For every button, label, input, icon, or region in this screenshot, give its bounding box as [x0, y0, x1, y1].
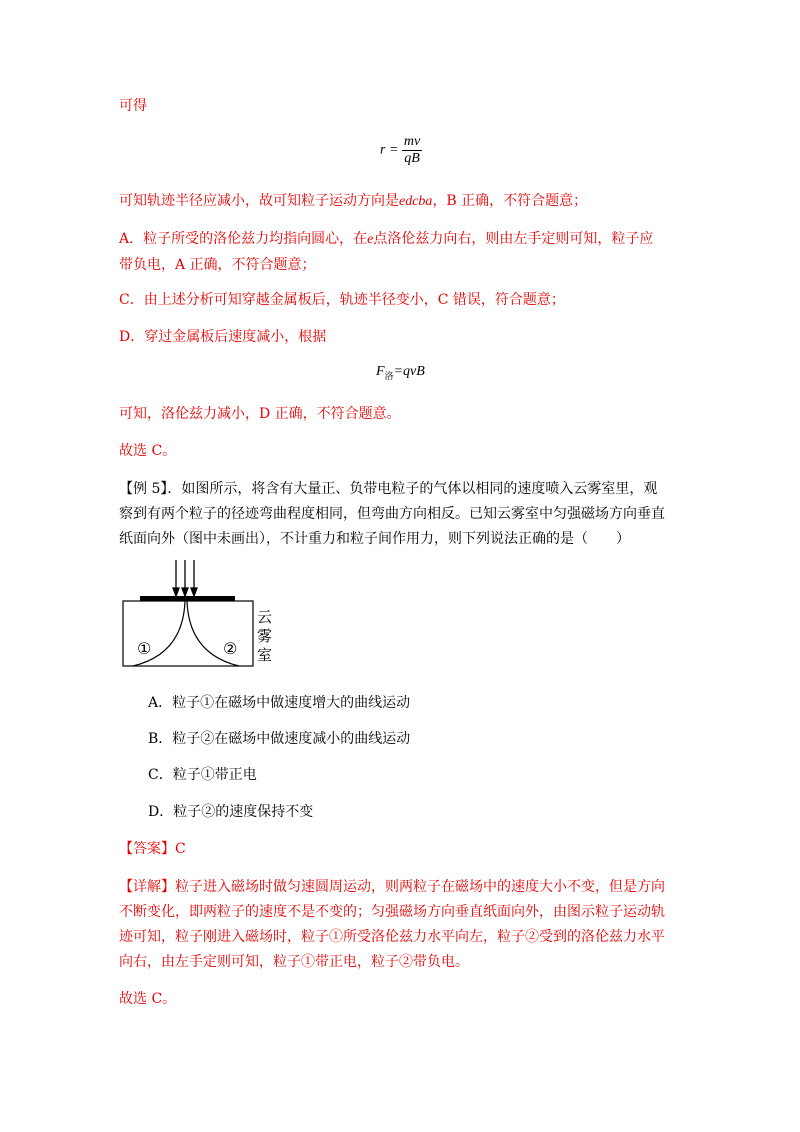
- text-line: 故选 C。: [119, 443, 177, 459]
- text-segment: 点洛伦兹力向右，则由左手定则可知，粒子应: [373, 231, 654, 247]
- detail-line: 向右，由左手定则可知，粒子①带正电，粒子②带负电。: [119, 954, 469, 970]
- formula-lhs: r =: [380, 142, 399, 158]
- point-label: e: [367, 232, 374, 247]
- cloud-chamber-figure: [115, 556, 285, 676]
- incoming-arrows: [173, 560, 197, 596]
- option-a[interactable]: A．粒子①在磁场中做速度增大的曲线运动: [148, 695, 411, 711]
- formula-symbol: F: [376, 364, 385, 379]
- text-line: [119, 229, 653, 250]
- text-segment: A．粒子所受的洛伦兹力均指向圆心，在: [119, 231, 368, 247]
- detail-line: 不断变化，即两粒子的速度不是不变的；匀强磁场方向垂直纸面向外，由图示粒子运动轨: [119, 904, 665, 920]
- chamber-label-char: 雾: [257, 627, 273, 645]
- particle-1-label: ①: [137, 639, 152, 658]
- final-choice: 故选 C。: [119, 991, 177, 1007]
- chamber-label-char: 室: [257, 646, 273, 664]
- question-line: 纸面向外（图中未画出），不计重力和粒子间作用力，则下列说法正确的是（ ）: [119, 531, 630, 547]
- formula-rhs: =qvB: [393, 364, 425, 379]
- option-d[interactable]: D．粒子②的速度保持不变: [148, 804, 314, 820]
- formula-subscript: 洛: [384, 370, 394, 381]
- path-label: edcba: [399, 194, 433, 209]
- answer-value: C: [175, 841, 186, 857]
- text-line: 带负电，A 正确，不符合题意；: [119, 257, 316, 273]
- option-c[interactable]: C．粒子①带正电: [148, 767, 257, 783]
- text-line: D．穿过金属板后速度减小，根据: [119, 329, 327, 345]
- detail-line: 迹可知，粒子刚进入磁场时，粒子①所受洛伦兹力水平向左，粒子②受到的洛伦兹力水平: [119, 929, 665, 945]
- metal-plate: [140, 596, 235, 601]
- text-line: C．由上述分析可知穿越金属板后，轨迹半径变小，C 错误，符合题意；: [119, 292, 565, 308]
- formula-lorentz: [376, 364, 425, 382]
- formula-radius: [380, 134, 422, 167]
- answer-line: [119, 839, 186, 859]
- text-segment: ，B 正确，不符合题意；: [432, 193, 588, 209]
- option-b[interactable]: B．粒子②在磁场中做速度减小的曲线运动: [148, 731, 411, 747]
- text-segment: 可知轨迹半径应减小，故可知粒子运动方向是: [119, 193, 399, 209]
- question-line: 察到有两个粒子的径迹弯曲程度相同，但弯曲方向相反。已知云雾室中匀强磁场方向垂直: [119, 506, 665, 522]
- particle-2-label: ②: [223, 639, 238, 658]
- text-line: 可知，洛伦兹力减小，D 正确，不符合题意。: [119, 406, 401, 422]
- text-line: 可得: [119, 98, 147, 114]
- answer-tag: 【答案】: [119, 841, 175, 857]
- chamber-label-char: 云: [257, 608, 273, 626]
- fraction: [402, 134, 422, 167]
- numerator: mv: [403, 134, 421, 149]
- denominator: qB: [404, 151, 420, 166]
- text-line: [119, 191, 587, 212]
- detail-line: 【详解】粒子进入磁场时做匀速圆周运动，则两粒子在磁场中的速度大小不变，但是方向: [119, 879, 665, 895]
- question-line: 【例 5】．如图所示，将含有大量正、负带电粒子的气体以相同的速度喷入云雾室里，观: [119, 481, 658, 497]
